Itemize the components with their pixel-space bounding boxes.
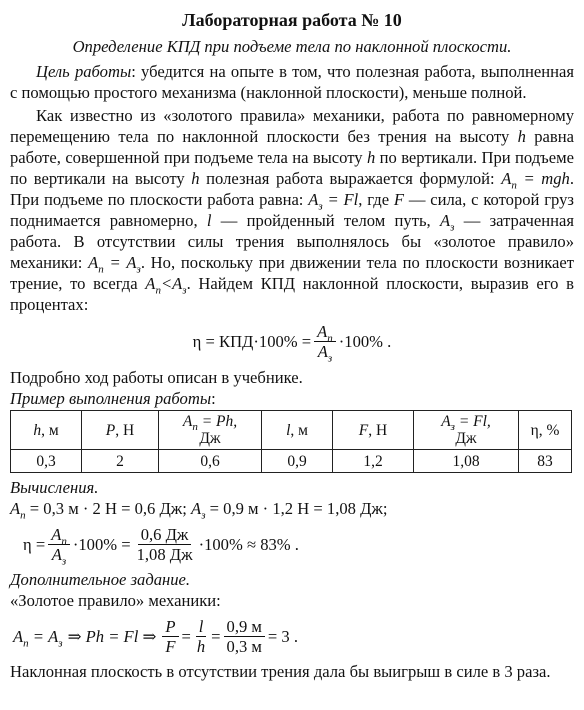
golden-eq: $A_п = A_з$ xyxy=(13,626,63,649)
formula-rhs: ·100% . xyxy=(338,331,392,351)
sym-ap: $A_п$ xyxy=(501,169,517,192)
cell-l: 0,9 xyxy=(262,450,333,473)
table-header-row xyxy=(11,411,572,450)
theory-text-7: — сила, с которой груз поднимается равномерно, xyxy=(10,190,574,230)
formula-ap: = mgh xyxy=(523,169,570,188)
page-subtitle: Определение КПД при подъеме тела по наклонной плоскости. xyxy=(72,37,512,56)
goal-paragraph xyxy=(10,61,574,103)
col-l: l, м xyxy=(262,411,333,450)
goal-text: : убедится на опыте в том, что полезная работа, выполненная с помощью простого механизма (наклонной плоскости), меньше полной. xyxy=(10,62,574,102)
textbook-note: Подробно ход работы описан в учебнике. xyxy=(10,368,303,387)
golden-rule-label: «Золотое правило» механики: xyxy=(10,591,221,610)
formula-lhs: η = КПД·100% = xyxy=(192,331,312,351)
calc-formula xyxy=(10,519,574,569)
col-ap: $A_п = Ph$, Дж xyxy=(159,411,262,450)
conclusion: Наклонная плоскость в отсутствии трения дала бы выигрыш в силе в 3 раза. xyxy=(10,662,551,681)
table-row xyxy=(11,450,572,473)
sym-h: h xyxy=(191,169,200,188)
sym-h: h xyxy=(366,148,376,167)
calc-mid: ·100% = xyxy=(72,534,131,554)
fraction: $\frac{A_п}{A_з}$ xyxy=(314,322,336,361)
col-h: h, м xyxy=(11,411,82,450)
results-table xyxy=(10,410,572,473)
cell-a3: 1,08 xyxy=(414,450,519,473)
efficiency-formula xyxy=(10,315,574,367)
theory-text-10: . Но, поскольку при движении тела по плоскости возникает трение, то всегда xyxy=(10,253,575,293)
calc-a3: = 0,9 м · 1,2 Н = 1,08 Дж; xyxy=(209,499,388,518)
theory-paragraph xyxy=(10,105,574,315)
fraction: $\frac{0,6 Дж}{1,08 Дж}$ xyxy=(136,524,193,564)
sym-f: F xyxy=(393,190,405,209)
cell-f: 1,2 xyxy=(333,450,414,473)
fraction: $\frac{P}{F}$ xyxy=(162,617,178,656)
theory-text-2: равна работе, совершенной при подъеме тела на высоту xyxy=(10,127,574,167)
theory-text-5: . При подъеме по плоскости работа равна: xyxy=(10,169,574,209)
goal-label: Цель работы xyxy=(36,62,132,81)
fraction: $\frac{0,9 м}{0,3 м}$ xyxy=(224,617,265,656)
cell-eta: 83 xyxy=(519,450,572,473)
fraction: $\frac{A_п}{A_з}$ xyxy=(48,525,70,564)
theory-text-4: полезная работа выражается формулой: xyxy=(206,169,495,188)
inequality: $A_п<A_з$ xyxy=(145,274,187,297)
golden-eq: $A_п = A_з$ xyxy=(88,253,141,276)
calc-rhs: ·100% ≈ 83% . xyxy=(198,534,299,554)
sym-h: h xyxy=(517,127,526,146)
example-label: Пример выполнения работы xyxy=(10,389,212,408)
col-eta: η, % xyxy=(519,411,572,450)
extra-label: Дополнительное задание. xyxy=(10,570,191,589)
example-heading: Пример выполнения работы: xyxy=(10,389,216,408)
formula-a3: = Fl xyxy=(327,190,359,209)
theory-text-9: — затраченная работа. В отсутствии силы трения выполнялось бы «золотое правило» механики: xyxy=(10,211,574,272)
calc-line: $A_п = 0,3$ м · 2 Н = 0,6 Дж; $A_з = 0,9$ м · 1,2 Н = 1,08 Дж; xyxy=(10,499,388,522)
cell-h: 0,3 xyxy=(11,450,82,473)
col-p: P, Н xyxy=(82,411,159,450)
theory-text-1: Как известно из «золотого правила» механики, работа по равномерному перемещению тела по наклонной плоскости без трения на высоту xyxy=(10,106,574,146)
theory-text-8: — пройденный телом путь, xyxy=(220,211,431,230)
theory-text-11: . Найдем КПД наклонной плоскости, выразив его в процентах: xyxy=(10,274,574,314)
fraction: $\frac{l}{h}$ xyxy=(196,616,206,656)
col-a3: $A_з = Fl$, Дж xyxy=(414,411,519,450)
calc-ap: = 0,3 м · 2 Н = 0,6 Дж; xyxy=(29,499,187,518)
calc-lhs: η = xyxy=(23,534,46,554)
cell-ap: 0,6 xyxy=(159,450,262,473)
golden-formula: $A_п = A_з$ ⇒ Ph = Fl ⇒ $\frac{P}{F}$ = $\frac{l}{h}$ = $\frac{0,9 м}{0,3 м}$ = 3 . xyxy=(13,616,299,656)
col-f: F, Н xyxy=(333,411,414,450)
theory-text-6: , где xyxy=(358,190,390,209)
sym-a3: $A_з$ xyxy=(439,211,455,234)
theory-text-3: по вертикали. При подъеме по вертикали на высоту xyxy=(10,148,574,188)
page-title: Лабораторная работа № 10 xyxy=(182,10,402,30)
sym-l: l xyxy=(206,211,212,230)
sym-a3: $A_з$ xyxy=(308,190,323,213)
calc-label: Вычисления. xyxy=(10,478,99,497)
golden-end: = 3 . xyxy=(267,626,299,646)
cell-p: 2 xyxy=(82,450,159,473)
golden-mid: ⇒ Ph = Fl ⇒ xyxy=(67,626,157,646)
